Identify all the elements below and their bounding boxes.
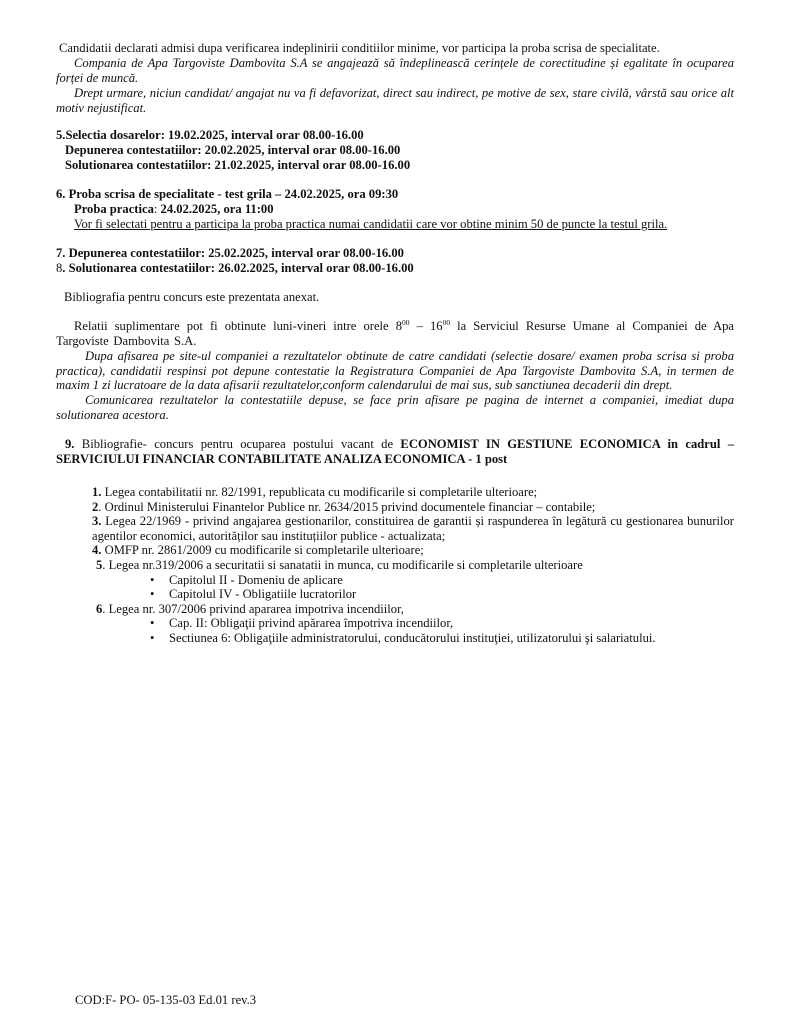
schedule-written-test: 6. Proba scrisa de specialitate - test grila – 24.02.2025, ora 09:30	[56, 187, 399, 201]
results-appeal-text: Dupa afisarea pe site-ul companiei a rezultatelor obtinute de catre candidati (selectie dosare/ examen proba scrisa si proba practica), candidatii respinsi pot depune contestatie la Registratura Companiei de Apa Targoviste Dambovita S.A, in termen de maxim 1 zi lucratoare de la data afisarii rezultatelor,conform calendarului de mai sus, sub sanctiunea decaderii din drept.	[56, 349, 734, 393]
schedule-appeals-submission-final: 7. Depunerea contestatiilor: 25.02.2025, interval orar 08.00-16.00	[56, 246, 404, 260]
results-communication-text: Comunicarea rezultatelor la contestatiile depuse, se face prin afisare pe pagina de internet a companiei, imediat dupa solutionarea acestora.	[56, 393, 734, 422]
intro-equality-text: Compania de Apa Targoviste Dambovita S.A se angajează să îndeplinească cerințele de corectitudine și egalitate în ocuparea forței de muncă.	[56, 56, 734, 85]
item-8-number: 8	[56, 261, 63, 275]
bibliography-item	[92, 514, 734, 543]
section-9-number: 9.	[65, 437, 75, 451]
schedule-appeals-resolution: Solutionarea contestatiilor: 21.02.2025, interval orar 08.00-16.00	[65, 158, 411, 172]
contact-department: la Serviciul Resurse Umane al Companiei de Apa Targoviste Dambovita S.A.	[56, 319, 735, 348]
bullet-item: • Capitolul II - Domeniu de aplicare	[92, 573, 734, 588]
bullet-item: • Capitolul IV - Obligatiile lucratorilor	[92, 587, 734, 602]
schedule-appeals-resolution-final	[56, 261, 734, 276]
item-text: Legea contabilitatii nr. 82/1991, republicata cu modificarile si completarile ulterioare;	[101, 485, 538, 499]
bibliography-item	[92, 543, 734, 558]
bibliography-item	[92, 558, 734, 573]
document-code-footer: COD:F- PO- 05-135-03 Ed.01 rev.3	[75, 993, 257, 1007]
bibliography-note: Bibliografia pentru concurs este prezentata anexat.	[64, 290, 320, 304]
item-number: 4.	[92, 543, 102, 558]
practical-value: 24.02.2025, ora 11:00	[157, 202, 274, 216]
schedule-practical-test	[56, 202, 752, 217]
contact-text: Relatii suplimentare pot fi obtinute luni-vineri intre orele 8	[74, 319, 403, 333]
item-number: 2	[92, 499, 99, 514]
section-9-intro: Bibliografie- concurs pentru ocuparea postului vacant de	[74, 437, 401, 451]
bibliography-item	[92, 602, 734, 617]
item-text: . Legea nr. 307/2006 privind apararea impotriva incendiilor,	[102, 601, 404, 616]
bibliography-list	[92, 485, 734, 646]
bullet-item: • Sectiunea 6: Obligaţiile administratorului, conducătorului instituţiei, utilizatorului şi salariatului.	[92, 631, 734, 646]
contact-info	[56, 319, 734, 348]
start-hour-sup: 00	[402, 317, 410, 327]
item-text: . Ordinul Ministerului Finantelor Publice nr. 2634/2015 privind documentele financiar – contabile;	[98, 499, 596, 514]
end-hour-sup: 00	[442, 317, 451, 327]
intro-nondiscrimination-text: Drept urmare, niciun candidat/ angajat nu va fi defavorizat, direct sau indirect, pe motive de sex, stare civilă, vârstă sau orice alt motiv nejustificat.	[56, 86, 734, 115]
practical-colon: :	[153, 202, 158, 216]
item-text: OMFP nr. 2861/2009 cu modificarile si completarile ulterioare;	[101, 543, 424, 558]
bibliography-item	[92, 500, 734, 515]
item-text: . Legea nr.319/2006 a securitatii si sanatatii in munca, cu modificarile si completarile ulterioare	[102, 557, 583, 572]
end-hour: – 16	[409, 319, 443, 333]
item-text: Legea 22/1969 - privind angajarea gestionarilor, constituirea de garantii și raspunderea în legătură cu gestionarea bunurilor agentilor economici, autorităților sau instituțiilor publice - actualizata;	[92, 514, 734, 543]
item-8-text: . Solutionarea contestatiilor: 26.02.2025, interval orar 08.00-16.00	[62, 261, 414, 275]
section-9-heading	[56, 437, 734, 466]
item-number: 1.	[92, 485, 102, 499]
item-number: 6	[96, 601, 103, 616]
item-number: 5	[96, 557, 103, 572]
intro-admitted-text: Candidatii declarati admisi dupa verificarea indeplinirii conditiilor minime, vor participa la proba scrisa de specialitate.	[59, 41, 660, 55]
practical-label: Proba practica	[74, 202, 154, 216]
schedule-appeals-submission: Depunerea contestatiilor: 20.02.2025, interval orar 08.00-16.00	[65, 143, 401, 157]
schedule-selection: 5.Selectia dosarelor: 19.02.2025, interval orar 08.00-16.00	[56, 128, 364, 142]
item-number: 3.	[92, 514, 102, 529]
practical-selection-note: Vor fi selectati pentru a participa la proba practica numai candidatii care vor obtine minim 50 de puncte la testul grila.	[74, 217, 668, 231]
bibliography-item	[92, 485, 734, 500]
bullet-item: • Cap. II: Obligaţii privind apărarea împotriva incendiilor,	[92, 616, 734, 631]
section-9-position: ECONOMIST IN GESTIUNE ECONOMICA in cadrul – SERVICIULUI FINANCIAR CONTABILITATE ANALIZA ECONOMICA - 1 post	[56, 437, 734, 466]
